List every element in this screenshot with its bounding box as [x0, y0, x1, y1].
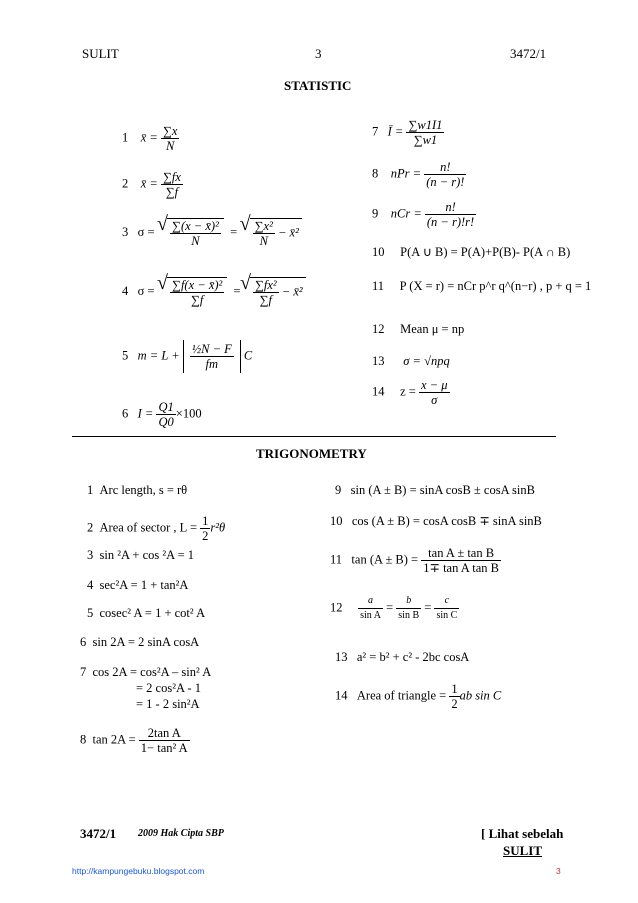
- trig-formula-13: 13 a² = b² + c² - 2bc cosA: [335, 650, 470, 664]
- trig-formula-10: 10 cos (A ± B) = cosA cosB ∓ sinA sinB: [330, 514, 542, 528]
- trigonometry-title: TRIGONOMETRY: [256, 446, 367, 461]
- stat-formula-13: 13 σ = √npq: [372, 354, 450, 368]
- footer-next-page: [ Lihat sebelah: [481, 826, 564, 841]
- trig-formula-6: 6 sin 2A = 2 sinA cosA: [80, 635, 200, 649]
- stat-formula-7: 7 Ī = $\frac{\sum w1I1}{\sum w1}$: [372, 118, 443, 147]
- trig-formula-11: 11 tan (A ± B) = $\frac{\text{tan A ± tan B}}{\text{1∓ tan A tan B}}$: [330, 546, 499, 575]
- trig-formula-7: 7 cos 2A = cos²A – sin² A = 2 cos²A - 1 = 1 - 2 sin²A: [80, 665, 212, 711]
- stat-formula-8: 8 nPr = $\frac{n!}{(n - r)!}$: [372, 160, 465, 189]
- footer-sulit: SULIT: [503, 843, 543, 858]
- stat-formula-4: 4 σ = √ $\frac{\text{∑f(x − x̄)²}}{\sum f}$ = √ $\frac{\text{∑fx²}}{\sum f}$ − x̄²: [122, 277, 306, 307]
- trig-formula-14: 14 Area of triangle = $\frac{1}{2}$ ab sin C: [335, 682, 502, 711]
- trig-formula-8: 8 tan 2A = $\frac{\text{2tan A}}{\text{1− tan² A}}$: [80, 726, 188, 755]
- stat-formula-9: 9 nCr = $\frac{n!}{(n - r)!r!}$: [372, 200, 475, 229]
- footer-page-number: 3: [556, 866, 561, 876]
- trig-formula-2: 2 Area of sector , L = $\frac{1}{2}$ r²θ: [87, 514, 226, 543]
- trig-formula-3: 3 sin ²A + cos ²A = 1: [87, 548, 195, 562]
- header-page-number: 3: [315, 46, 322, 61]
- stat-formula-6: 6 I = $\frac{Q1}{Q0}$ ×100: [122, 400, 202, 429]
- stat-formula-11: 11 P (X = r) = nCr p^r q^(n−r) , p + q = 1: [372, 279, 592, 293]
- header-right: 3472/1: [510, 46, 547, 61]
- trig-formula-4: 4 sec²A = 1 + tan²A: [87, 578, 189, 592]
- footer-code: 3472/1: [80, 826, 117, 841]
- statistic-title: STATISTIC: [284, 78, 352, 93]
- footer-url-link[interactable]: http://kampungebuku.blogspot.com: [72, 866, 205, 876]
- trig-formula-12: 12 $\frac{a}{\text{sin A}}$ = $\frac{b}{\text{sin B}}$ = $\frac{c}{\text{sin C}}$: [330, 595, 458, 621]
- section-divider: [72, 436, 556, 437]
- stat-formula-12: 12 Mean μ = np: [372, 322, 465, 336]
- stat-formula-3: 3 σ = √ $\frac{\text{∑(x − x̄)²}}{N}$ = √ $\frac{\text{∑x²}}{N}$ − x̄²: [122, 218, 302, 248]
- stat-formula-10: 10 P(A ∪ B) = P(A)+P(B)- P(A ∩ B): [372, 245, 571, 259]
- trig-formula-5: 5 cosec² A = 1 + cot² A: [87, 606, 206, 620]
- header-left: SULIT: [82, 46, 119, 61]
- stat-formula-1: 1 x̄ = $\frac{\sum x}{N}$: [122, 124, 178, 153]
- footer-copyright: 2009 Hak Cipta SBP: [138, 828, 224, 839]
- stat-formula-2: 2 x̄ = $\frac{\sum fx}{\sum f}$: [122, 170, 181, 199]
- stat-formula-5: 5 m = L + $\frac{\text{½N − F}}{fm}$ C: [122, 342, 253, 371]
- stat-formula-14: 14 z = $\frac{x - \mu}{\sigma}$: [372, 378, 448, 407]
- trig-formula-9: 9 sin (A ± B) = sinA cosB ± cosA sinB: [335, 483, 535, 497]
- trig-formula-1: 1 Arc length, s = rθ: [87, 483, 188, 497]
